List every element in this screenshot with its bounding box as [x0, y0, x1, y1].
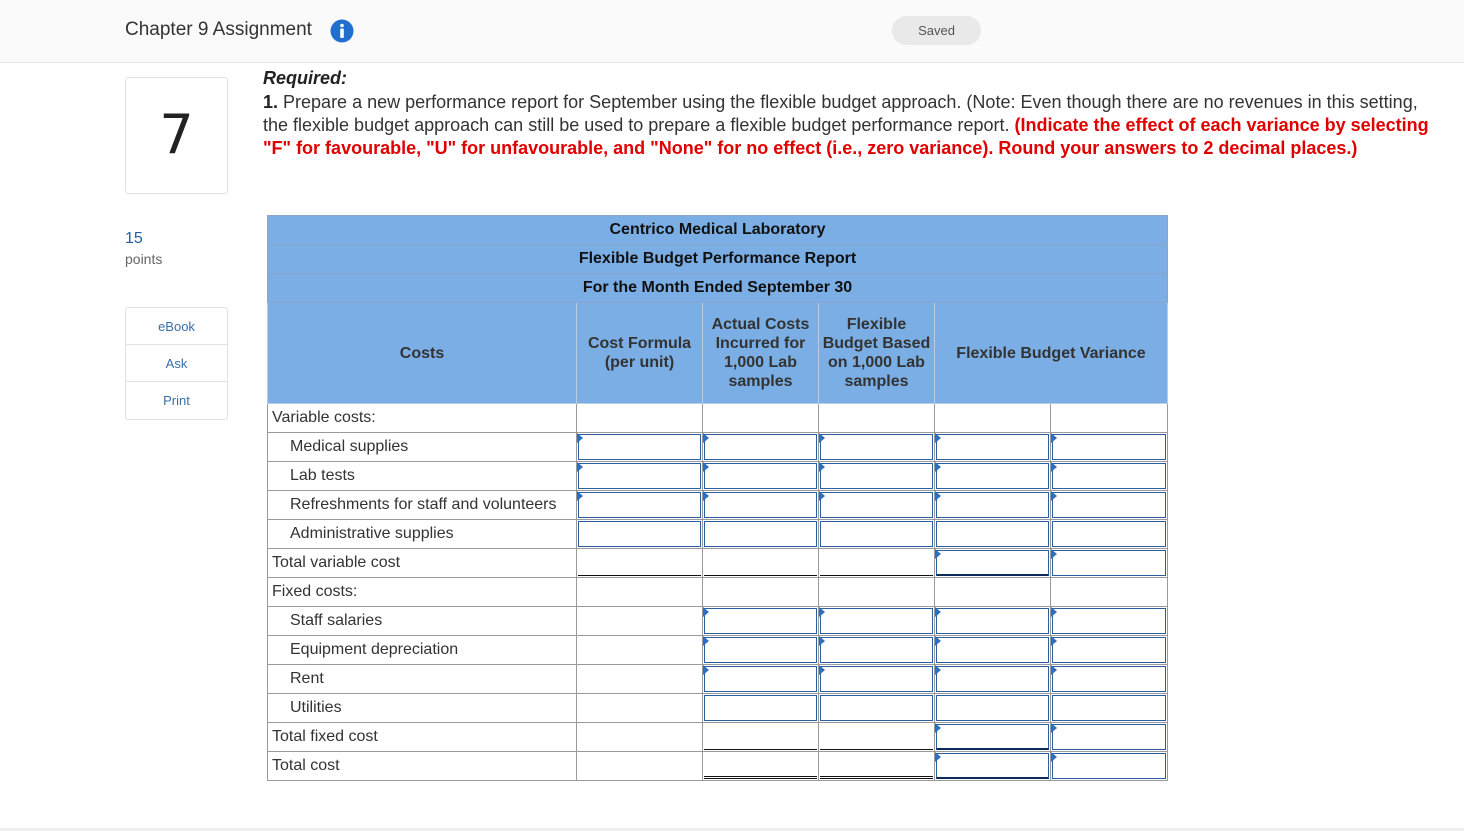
- empty-cell: [703, 578, 819, 607]
- lab-tests-actual-input[interactable]: [704, 463, 817, 489]
- refreshments-formula-input[interactable]: [578, 492, 701, 518]
- lab-tests-formula-input[interactable]: [578, 463, 701, 489]
- empty-cell: [577, 607, 703, 636]
- equipment-depreciation-flexible-input[interactable]: [820, 637, 933, 663]
- top-bar: [0, 0, 1464, 63]
- required-label: Required:: [263, 68, 348, 88]
- input-marker-icon: [703, 665, 709, 675]
- refreshments-effect-select[interactable]: [1052, 492, 1166, 518]
- table-row: [268, 665, 1168, 694]
- dropdown-marker-icon: [1051, 462, 1057, 472]
- table-row: [268, 578, 1168, 607]
- dropdown-marker-icon: [1051, 433, 1057, 443]
- total-underline: [704, 749, 817, 750]
- admin-supplies-formula-input[interactable]: [578, 521, 701, 547]
- table-row: [268, 752, 1168, 781]
- empty-cell: [577, 636, 703, 665]
- medical-supplies-variance-input[interactable]: [936, 434, 1049, 460]
- print-link[interactable]: Print: [163, 393, 190, 408]
- dropdown-marker-icon: [1051, 752, 1057, 762]
- report-title: Flexible Budget Performance Report: [268, 245, 1168, 274]
- row-label-fixed-costs: Fixed costs:: [268, 578, 577, 607]
- lab-tests-variance-input[interactable]: [936, 463, 1049, 489]
- medical-supplies-formula-input[interactable]: [578, 434, 701, 460]
- resource-links: [125, 307, 228, 420]
- row-label-staff-salaries: Staff salaries: [268, 607, 577, 636]
- table-row: [268, 549, 1168, 578]
- refreshments-variance-input[interactable]: [936, 492, 1049, 518]
- total-underline: [578, 575, 701, 576]
- total-double-underline: [820, 776, 933, 779]
- lab-tests-flexible-input[interactable]: [820, 463, 933, 489]
- table-row: [268, 404, 1168, 433]
- row-label-total-cost: Total cost: [268, 752, 577, 781]
- total-variable-variance-input[interactable]: [936, 550, 1049, 576]
- input-marker-icon: [819, 491, 825, 501]
- total-underline: [704, 575, 817, 576]
- rent-effect-select[interactable]: [1052, 666, 1166, 692]
- dropdown-marker-icon: [1051, 636, 1057, 646]
- report-period: For the Month Ended September 30: [268, 274, 1168, 303]
- table-row: [268, 433, 1168, 462]
- input-marker-icon: [577, 491, 583, 501]
- lab-tests-effect-select[interactable]: [1052, 463, 1166, 489]
- refreshments-actual-input[interactable]: [704, 492, 817, 518]
- row-label-total-fixed: Total fixed cost: [268, 723, 577, 752]
- ask-link[interactable]: Ask: [126, 345, 227, 382]
- row-label-lab-tests: Lab tests: [268, 462, 577, 491]
- staff-salaries-variance-input[interactable]: [936, 608, 1049, 634]
- empty-cell: [703, 404, 819, 433]
- col-header-formula: Cost Formula (per unit): [577, 303, 703, 404]
- total-variable-effect-select[interactable]: [1052, 550, 1166, 576]
- utilities-variance-input[interactable]: [936, 695, 1049, 721]
- input-marker-icon: [935, 636, 941, 646]
- table-row: [268, 694, 1168, 723]
- dropdown-marker-icon: [1051, 665, 1057, 675]
- company-name: Centrico Medical Laboratory: [268, 216, 1168, 245]
- ebook-link[interactable]: eBook: [126, 308, 227, 345]
- empty-cell: [577, 723, 703, 752]
- row-label-variable-costs: Variable costs:: [268, 404, 577, 433]
- performance-report-table: [267, 215, 1168, 781]
- admin-supplies-effect-select[interactable]: [1052, 521, 1166, 547]
- instruction-body: Prepare a new performance report for September using the flexible budget approach. (Note: Even though there are no revenues in this setting, the flexible budget approach can still be used to prepare a flexible budget performance report.: [263, 92, 1418, 135]
- table-row: [268, 723, 1168, 752]
- medical-supplies-effect-select[interactable]: [1052, 434, 1166, 460]
- table-row: [268, 636, 1168, 665]
- row-label-refreshments: Refreshments for staff and volunteers: [268, 491, 577, 520]
- input-marker-icon: [703, 433, 709, 443]
- empty-cell: [577, 404, 703, 433]
- col-header-flexible: Flexible Budget Based on 1,000 Lab samples: [819, 303, 935, 404]
- staff-salaries-actual-input[interactable]: [704, 608, 817, 634]
- dropdown-marker-icon: [1051, 607, 1057, 617]
- input-marker-icon: [935, 723, 941, 733]
- row-label-medical-supplies: Medical supplies: [268, 433, 577, 462]
- col-header-actual: Actual Costs Incurred for 1,000 Lab samples: [703, 303, 819, 404]
- table-row: [268, 520, 1168, 549]
- dropdown-marker-icon: [1051, 549, 1057, 559]
- admin-supplies-variance-input[interactable]: [936, 521, 1049, 547]
- refreshments-flexible-input[interactable]: [820, 492, 933, 518]
- question-number: 7: [125, 77, 228, 194]
- col-header-variance: Flexible Budget Variance: [935, 303, 1168, 404]
- total-fixed-variance-input[interactable]: [936, 724, 1049, 750]
- empty-cell: [819, 404, 935, 433]
- empty-cell: [1051, 578, 1168, 607]
- input-marker-icon: [935, 549, 941, 559]
- input-marker-icon: [577, 433, 583, 443]
- input-marker-icon: [703, 607, 709, 617]
- empty-cell: [1051, 404, 1168, 433]
- input-marker-icon: [703, 491, 709, 501]
- empty-cell: [935, 404, 1051, 433]
- step-number: 1.: [263, 92, 279, 112]
- total-underline: [820, 575, 933, 576]
- input-marker-icon: [935, 491, 941, 501]
- empty-cell: [577, 578, 703, 607]
- rent-variance-input[interactable]: [936, 666, 1049, 692]
- input-marker-icon: [935, 433, 941, 443]
- medical-supplies-flexible-input[interactable]: [820, 434, 933, 460]
- saved-status-badge: Saved: [892, 16, 981, 45]
- input-marker-icon: [819, 433, 825, 443]
- total-cost-effect-select[interactable]: [1052, 753, 1166, 779]
- input-marker-icon: [577, 462, 583, 472]
- instructions-text: [263, 91, 1433, 160]
- empty-cell: [577, 665, 703, 694]
- row-label-rent: Rent: [268, 665, 577, 694]
- rent-flexible-input[interactable]: [820, 666, 933, 692]
- col-header-costs: Costs: [268, 303, 577, 404]
- info-icon[interactable]: [330, 19, 354, 43]
- points-value: 15: [125, 230, 143, 247]
- input-marker-icon: [819, 607, 825, 617]
- input-marker-icon: [819, 665, 825, 675]
- input-marker-icon: [703, 462, 709, 472]
- table-row: [268, 607, 1168, 636]
- input-marker-icon: [935, 607, 941, 617]
- total-underline: [820, 749, 933, 750]
- input-marker-icon: [703, 636, 709, 646]
- empty-cell: [577, 752, 703, 781]
- rent-actual-input[interactable]: [704, 666, 817, 692]
- total-fixed-effect-select[interactable]: [1052, 724, 1166, 750]
- points-label: points: [125, 251, 163, 267]
- table-row: [268, 491, 1168, 520]
- admin-supplies-actual-input[interactable]: [704, 521, 817, 547]
- assignment-title: Chapter 9 Assignment: [125, 19, 312, 40]
- empty-cell: [935, 578, 1051, 607]
- input-marker-icon: [819, 636, 825, 646]
- staff-salaries-flexible-input[interactable]: [820, 608, 933, 634]
- input-marker-icon: [935, 462, 941, 472]
- row-label-utilities: Utilities: [268, 694, 577, 723]
- total-cost-variance-input[interactable]: [936, 753, 1049, 779]
- table-row: [268, 462, 1168, 491]
- row-label-admin-supplies: Administrative supplies: [268, 520, 577, 549]
- row-label-equipment-depreciation: Equipment depreciation: [268, 636, 577, 665]
- instruction-note: (Indicate the effect of each variance by selecting "F" for favourable, "U" for unfavourable, and "None" for no effect (i.e., zero variance). Round your answers to 2 decimal places.): [263, 115, 1429, 158]
- equipment-depreciation-actual-input[interactable]: [704, 637, 817, 663]
- total-double-underline: [704, 776, 817, 779]
- utilities-flexible-input[interactable]: [820, 695, 933, 721]
- dropdown-marker-icon: [1051, 723, 1057, 733]
- equipment-depreciation-variance-input[interactable]: [936, 637, 1049, 663]
- utilities-effect-select[interactable]: [1052, 695, 1166, 721]
- staff-salaries-effect-select[interactable]: [1052, 608, 1166, 634]
- dropdown-marker-icon: [1051, 491, 1057, 501]
- empty-cell: [819, 578, 935, 607]
- input-marker-icon: [935, 665, 941, 675]
- row-label-total-variable: Total variable cost: [268, 549, 577, 578]
- utilities-actual-input[interactable]: [704, 695, 817, 721]
- medical-supplies-actual-input[interactable]: [704, 434, 817, 460]
- admin-supplies-flexible-input[interactable]: [820, 521, 933, 547]
- input-marker-icon: [819, 462, 825, 472]
- input-marker-icon: [935, 752, 941, 762]
- equipment-depreciation-effect-select[interactable]: [1052, 637, 1166, 663]
- empty-cell: [577, 694, 703, 723]
